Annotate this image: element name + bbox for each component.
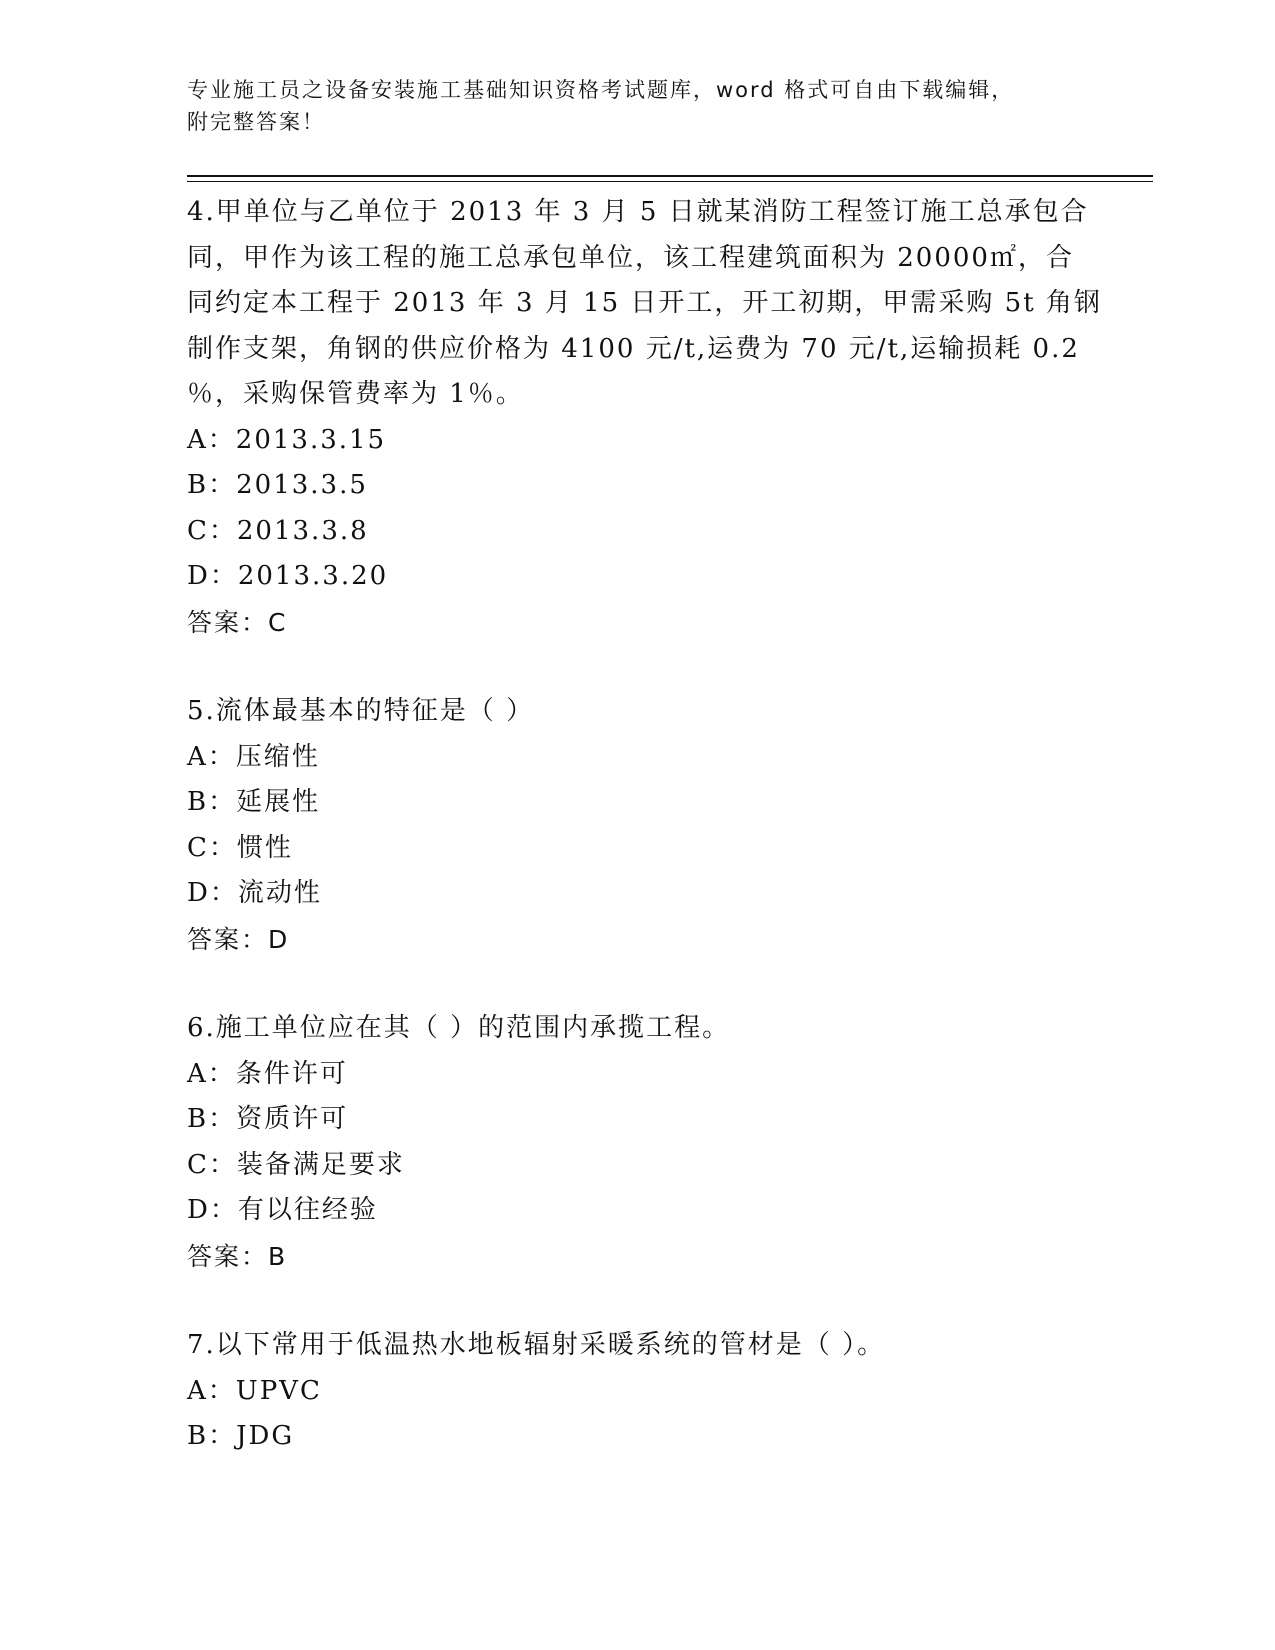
question-6 (187, 1006, 1087, 1279)
option-a: A：UPVC (187, 1375, 322, 1406)
option-d: D：流动性 (187, 878, 322, 908)
question-4 (187, 190, 1102, 645)
header-divider-thin (187, 181, 1153, 182)
answer: 答案：B (187, 1241, 288, 1271)
question-stem (187, 190, 1102, 418)
question-list (187, 190, 1102, 1460)
stem-line: 同约定本工程于 2013 年 3 月 15 日开工，开工初期，甲需采购 5t 角钢 (187, 288, 1102, 318)
option-b: B：资质许可 (187, 1104, 349, 1134)
stem-line: 制作支架，角钢的供应价格为 4100 元/t,运费为 70 元/t,运输损耗 0.2 (187, 333, 1080, 364)
answer: 答案：C (187, 607, 288, 637)
question-stem (187, 1323, 1087, 1369)
question-stem (187, 1006, 1087, 1052)
option-c: C：装备满足要求 (187, 1149, 405, 1180)
header-divider-thick (187, 175, 1153, 177)
option-a: A：2013.3.15 (187, 424, 387, 455)
question-7 (187, 1323, 1087, 1460)
option-b: B：2013.3.5 (187, 470, 368, 500)
question-stem (187, 689, 1087, 735)
option-a: A：条件许可 (187, 1058, 348, 1089)
stem-line: 7.以下常用于低温热水地板辐射采暖系统的管材是（ ）。 (187, 1330, 886, 1360)
option-b: B：延展性 (187, 787, 321, 817)
document-header (187, 74, 1067, 138)
stem-line: 6.施工单位应在其（ ）的范围内承揽工程。 (187, 1013, 731, 1043)
option-a: A：压缩性 (187, 741, 320, 772)
option-c: C：2013.3.8 (187, 515, 369, 546)
option-d: D：有以往经验 (187, 1195, 378, 1225)
question-spacer (187, 645, 1087, 689)
question-spacer (187, 1279, 1087, 1323)
header-line-2: 附完整答案！ (187, 110, 325, 134)
stem-line: ％，采购保管费率为 1％。 (187, 379, 524, 409)
stem-line: 4.甲单位与乙单位于 2013 年 3 月 5 日就某消防工程签订施工总承包合 (187, 197, 1089, 227)
question-spacer (187, 962, 1087, 1006)
option-c: C：惯性 (187, 832, 293, 863)
header-line-1: 专业施工员之设备安装施工基础知识资格考试题库，word 格式可自由下载编辑， (187, 78, 1015, 102)
question-5 (187, 689, 1087, 962)
option-d: D：2013.3.20 (187, 561, 389, 591)
stem-line: 5.流体最基本的特征是（ ） (187, 696, 535, 726)
answer: 答案：D (187, 924, 290, 954)
stem-line: 同，甲作为该工程的施工总承包单位，该工程建筑面积为 20000㎡，合 (187, 242, 1074, 273)
option-b: B：JDG (187, 1421, 295, 1451)
